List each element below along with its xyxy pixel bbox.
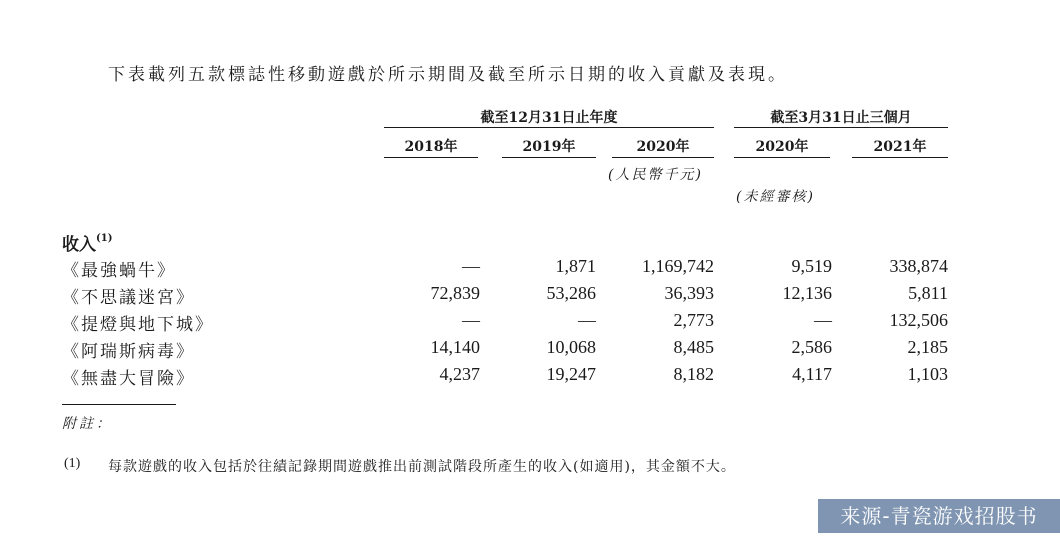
year-header-2021-q1: 2021年 <box>873 139 927 155</box>
table-cell: 8,182 <box>673 364 714 384</box>
table-cell: 10,068 <box>546 337 596 357</box>
table-cell: 4,237 <box>439 364 480 384</box>
table-cell: 338,874 <box>889 256 948 276</box>
note-text: 每款遊戲的收入包括於往績記錄期間遊戲推出前測試階段所產生的收入(如適用)，其金額不大。 <box>108 459 736 475</box>
unit-label: (人民幣千元) <box>608 167 703 183</box>
footnote-ref: (1) <box>96 233 113 245</box>
group-header-quarter: 截至3月31日止三個月 <box>770 110 912 126</box>
table-cell: — <box>462 256 480 276</box>
table-cell: — <box>462 310 480 330</box>
year-rule <box>734 157 830 158</box>
table-cell: 19,247 <box>546 364 596 384</box>
table-cell: 12,136 <box>782 283 832 303</box>
table-cell: 8,485 <box>673 337 714 357</box>
year-rule <box>852 157 948 158</box>
game-name: 《阿瑞斯病毒》 <box>62 342 195 362</box>
year-rule <box>384 157 478 158</box>
group-header-year: 截至12月31日止年度 <box>480 110 618 126</box>
game-name: 《最強蝸牛》 <box>62 261 176 281</box>
table-cell: 132,506 <box>889 310 948 330</box>
table-cell: 2,185 <box>907 337 948 357</box>
year-header-2020-q1: 2020年 <box>755 139 809 155</box>
table-cell: 14,140 <box>430 337 480 357</box>
table-cell: 72,839 <box>430 283 480 303</box>
year-header-2019: 2019年 <box>522 139 576 155</box>
game-name: 《不思議迷宮》 <box>62 288 195 308</box>
game-name: 《提燈與地下城》 <box>62 315 214 335</box>
table-cell: 4,117 <box>792 364 832 384</box>
notes-divider <box>62 404 176 405</box>
unaudited-label: (未經審核) <box>736 189 815 205</box>
table-cell: 9,519 <box>791 256 832 276</box>
table-cell: 1,169,742 <box>642 256 714 276</box>
table-cell: 53,286 <box>546 283 596 303</box>
intro-paragraph: 下表載列五款標誌性移動遊戲於所示期間及截至所示日期的收入貢獻及表現。 <box>108 65 788 85</box>
table-cell: — <box>814 310 832 330</box>
section-label-revenue: 收入$^{(1)}$ <box>62 233 113 255</box>
year-header-2020: 2020年 <box>636 139 690 155</box>
game-name: 《無盡大冒險》 <box>62 369 195 389</box>
table-cell: 1,103 <box>907 364 948 384</box>
source-watermark: 来源-青瓷游戏招股书 <box>818 499 1060 533</box>
year-header-2018: 2018年 <box>404 139 458 155</box>
year-rule <box>612 157 714 158</box>
note-number: (1) <box>64 456 81 471</box>
table-cell: — <box>578 310 596 330</box>
table-cell: 5,811 <box>908 283 948 303</box>
year-rule <box>502 157 596 158</box>
table-cell: 1,871 <box>555 256 596 276</box>
group-rule-year <box>384 127 714 128</box>
group-rule-quarter <box>734 127 948 128</box>
table-cell: 36,393 <box>664 283 714 303</box>
table-cell: 2,773 <box>673 310 714 330</box>
notes-heading: 附註： <box>62 416 113 432</box>
table-cell: 2,586 <box>791 337 832 357</box>
